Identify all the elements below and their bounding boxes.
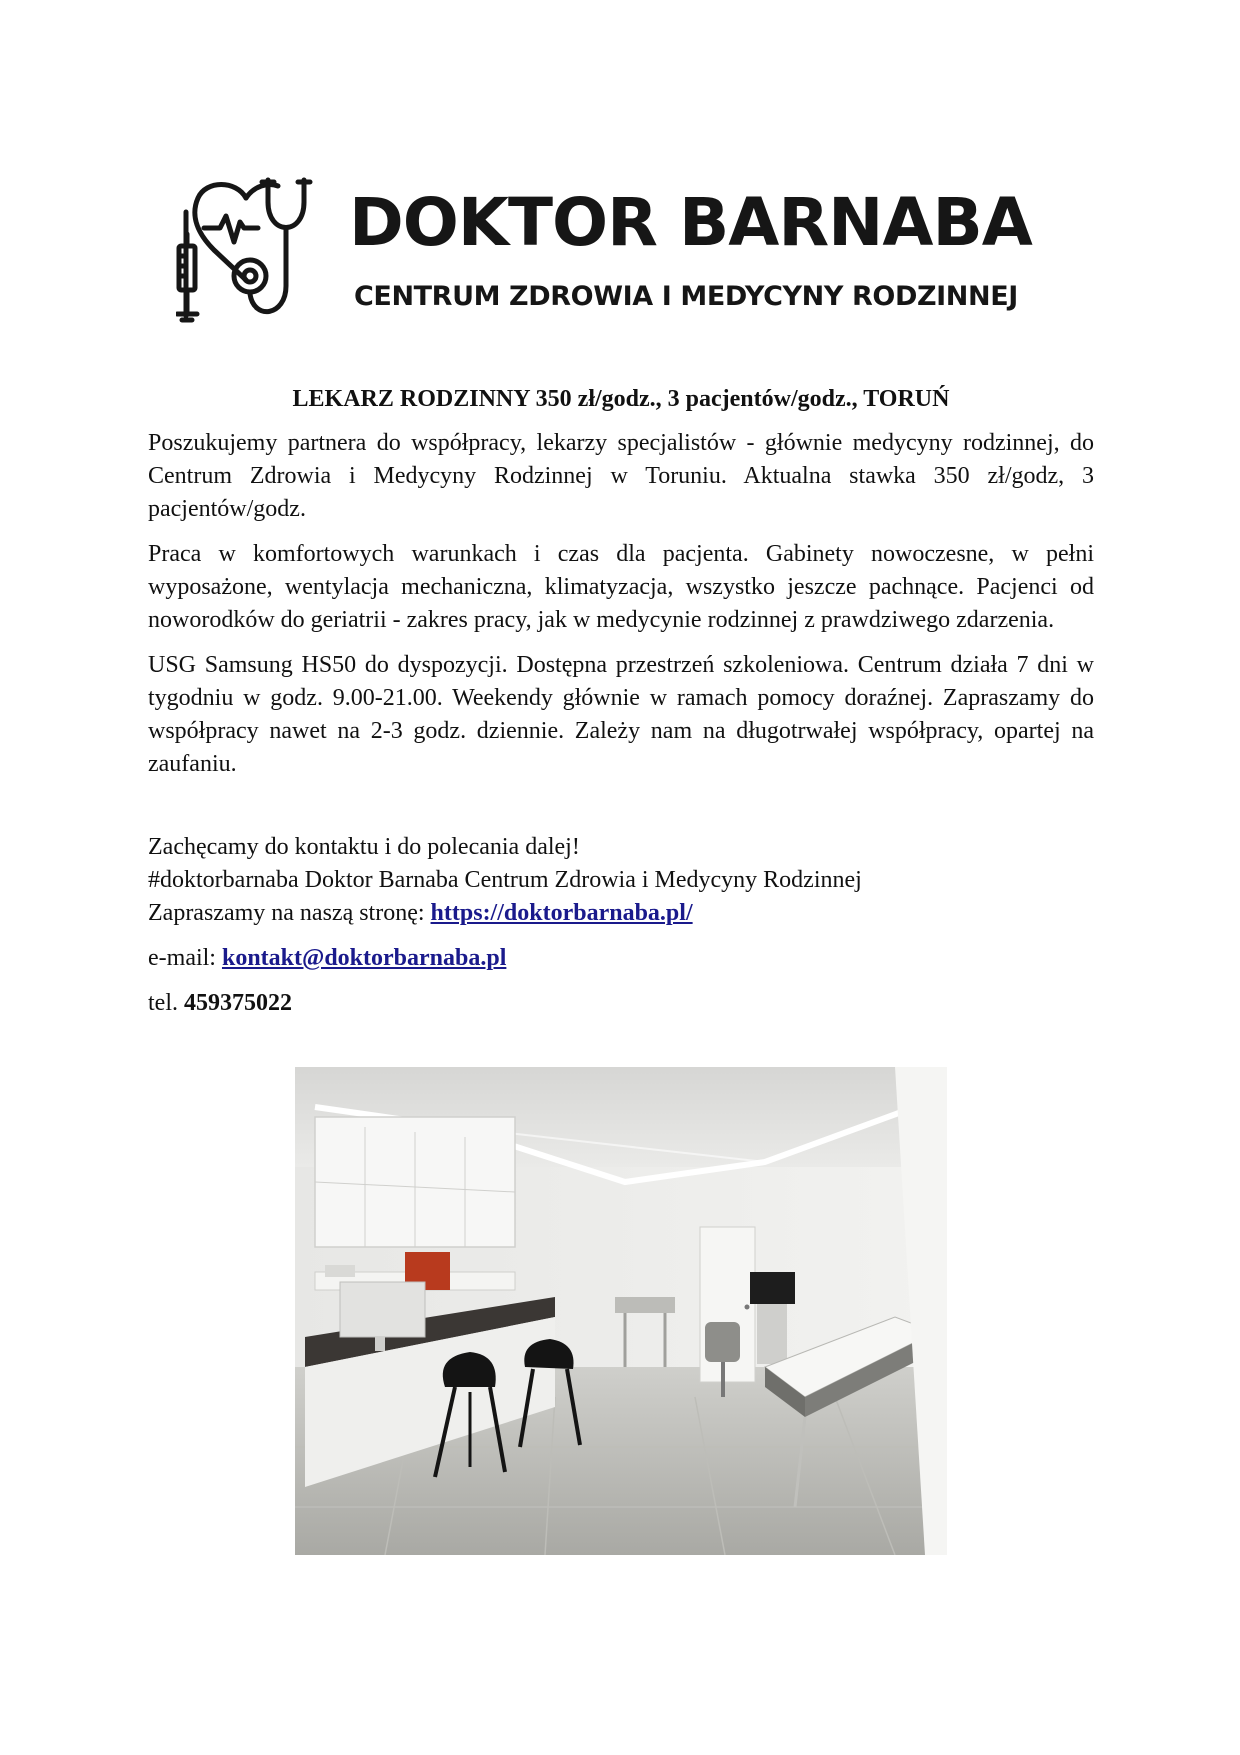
heart-stethoscope-syringe-icon xyxy=(176,176,326,336)
website-link[interactable]: https://doktorbarnaba.pl/ xyxy=(430,900,693,926)
paragraph-intro: Poszukujemy partnera do współpracy, lekarzy specjalistów - głównie medycyny rodzinnej, do Centrum Zdrowia i Medycyny Rodzinnej w Toruniu. Aktualna stawka 350 zł/godz, 3 pacjentów/godz. xyxy=(148,430,1094,522)
website-label: Zapraszamy na naszą stronę: xyxy=(148,900,431,926)
paragraph-details: USG Samsung HS50 do dyspozycji. Dostępna przestrzeń szkoleniowa. Centrum działa 7 dni w tygodniu w godz. 9.00-21.00. Weekendy głównie w ramach pomocy doraźnej. Zapraszamy do współpracy nawet na 2-3 godz. dziennie. Zależy nam na długotrwałej współpracy, opartej na zaufaniu. xyxy=(148,652,1094,777)
document-body xyxy=(148,383,1094,1020)
logo xyxy=(176,176,1076,336)
website-line xyxy=(148,897,1094,930)
phone-line xyxy=(148,987,1094,1020)
logo-title: DOKTOR BARNABA xyxy=(349,184,1032,261)
spacer xyxy=(148,793,1094,831)
hashtag-line: #doktorbarnaba Doktor Barnaba Centrum Zdrowia i Medycyny Rodzinnej xyxy=(148,867,862,893)
email-link[interactable]: kontakt@doktorbarnaba.pl xyxy=(221,945,507,971)
contact-invite: Zachęcamy do kontaktu i do polecania dalej! xyxy=(148,834,580,860)
phone-number: 459375022 xyxy=(184,990,292,1016)
consultation-room-photo xyxy=(295,1067,947,1555)
page-title: LEKARZ RODZINNY 350 zł/godz., 3 pacjentów/godz., TORUŃ xyxy=(292,386,950,412)
email-line xyxy=(148,942,1094,975)
paragraph-conditions: Praca w komfortowych warunkach i czas dla pacjenta. Gabinety nowoczesne, w pełni wyposażone, wentylacja mechaniczna, klimatyzacja, wszystko jeszcze pachnące. Pacjenci od noworodków do geriatrii - zakres pracy, jak w medycynie rodzinnej z prawdziwego zdarzenia. xyxy=(148,541,1094,633)
email-label: e-mail: xyxy=(148,945,222,971)
logo-subtitle: CENTRUM ZDROWIA I MEDYCYNY RODZINNEJ xyxy=(354,281,1018,312)
phone-label: tel. xyxy=(148,990,184,1016)
